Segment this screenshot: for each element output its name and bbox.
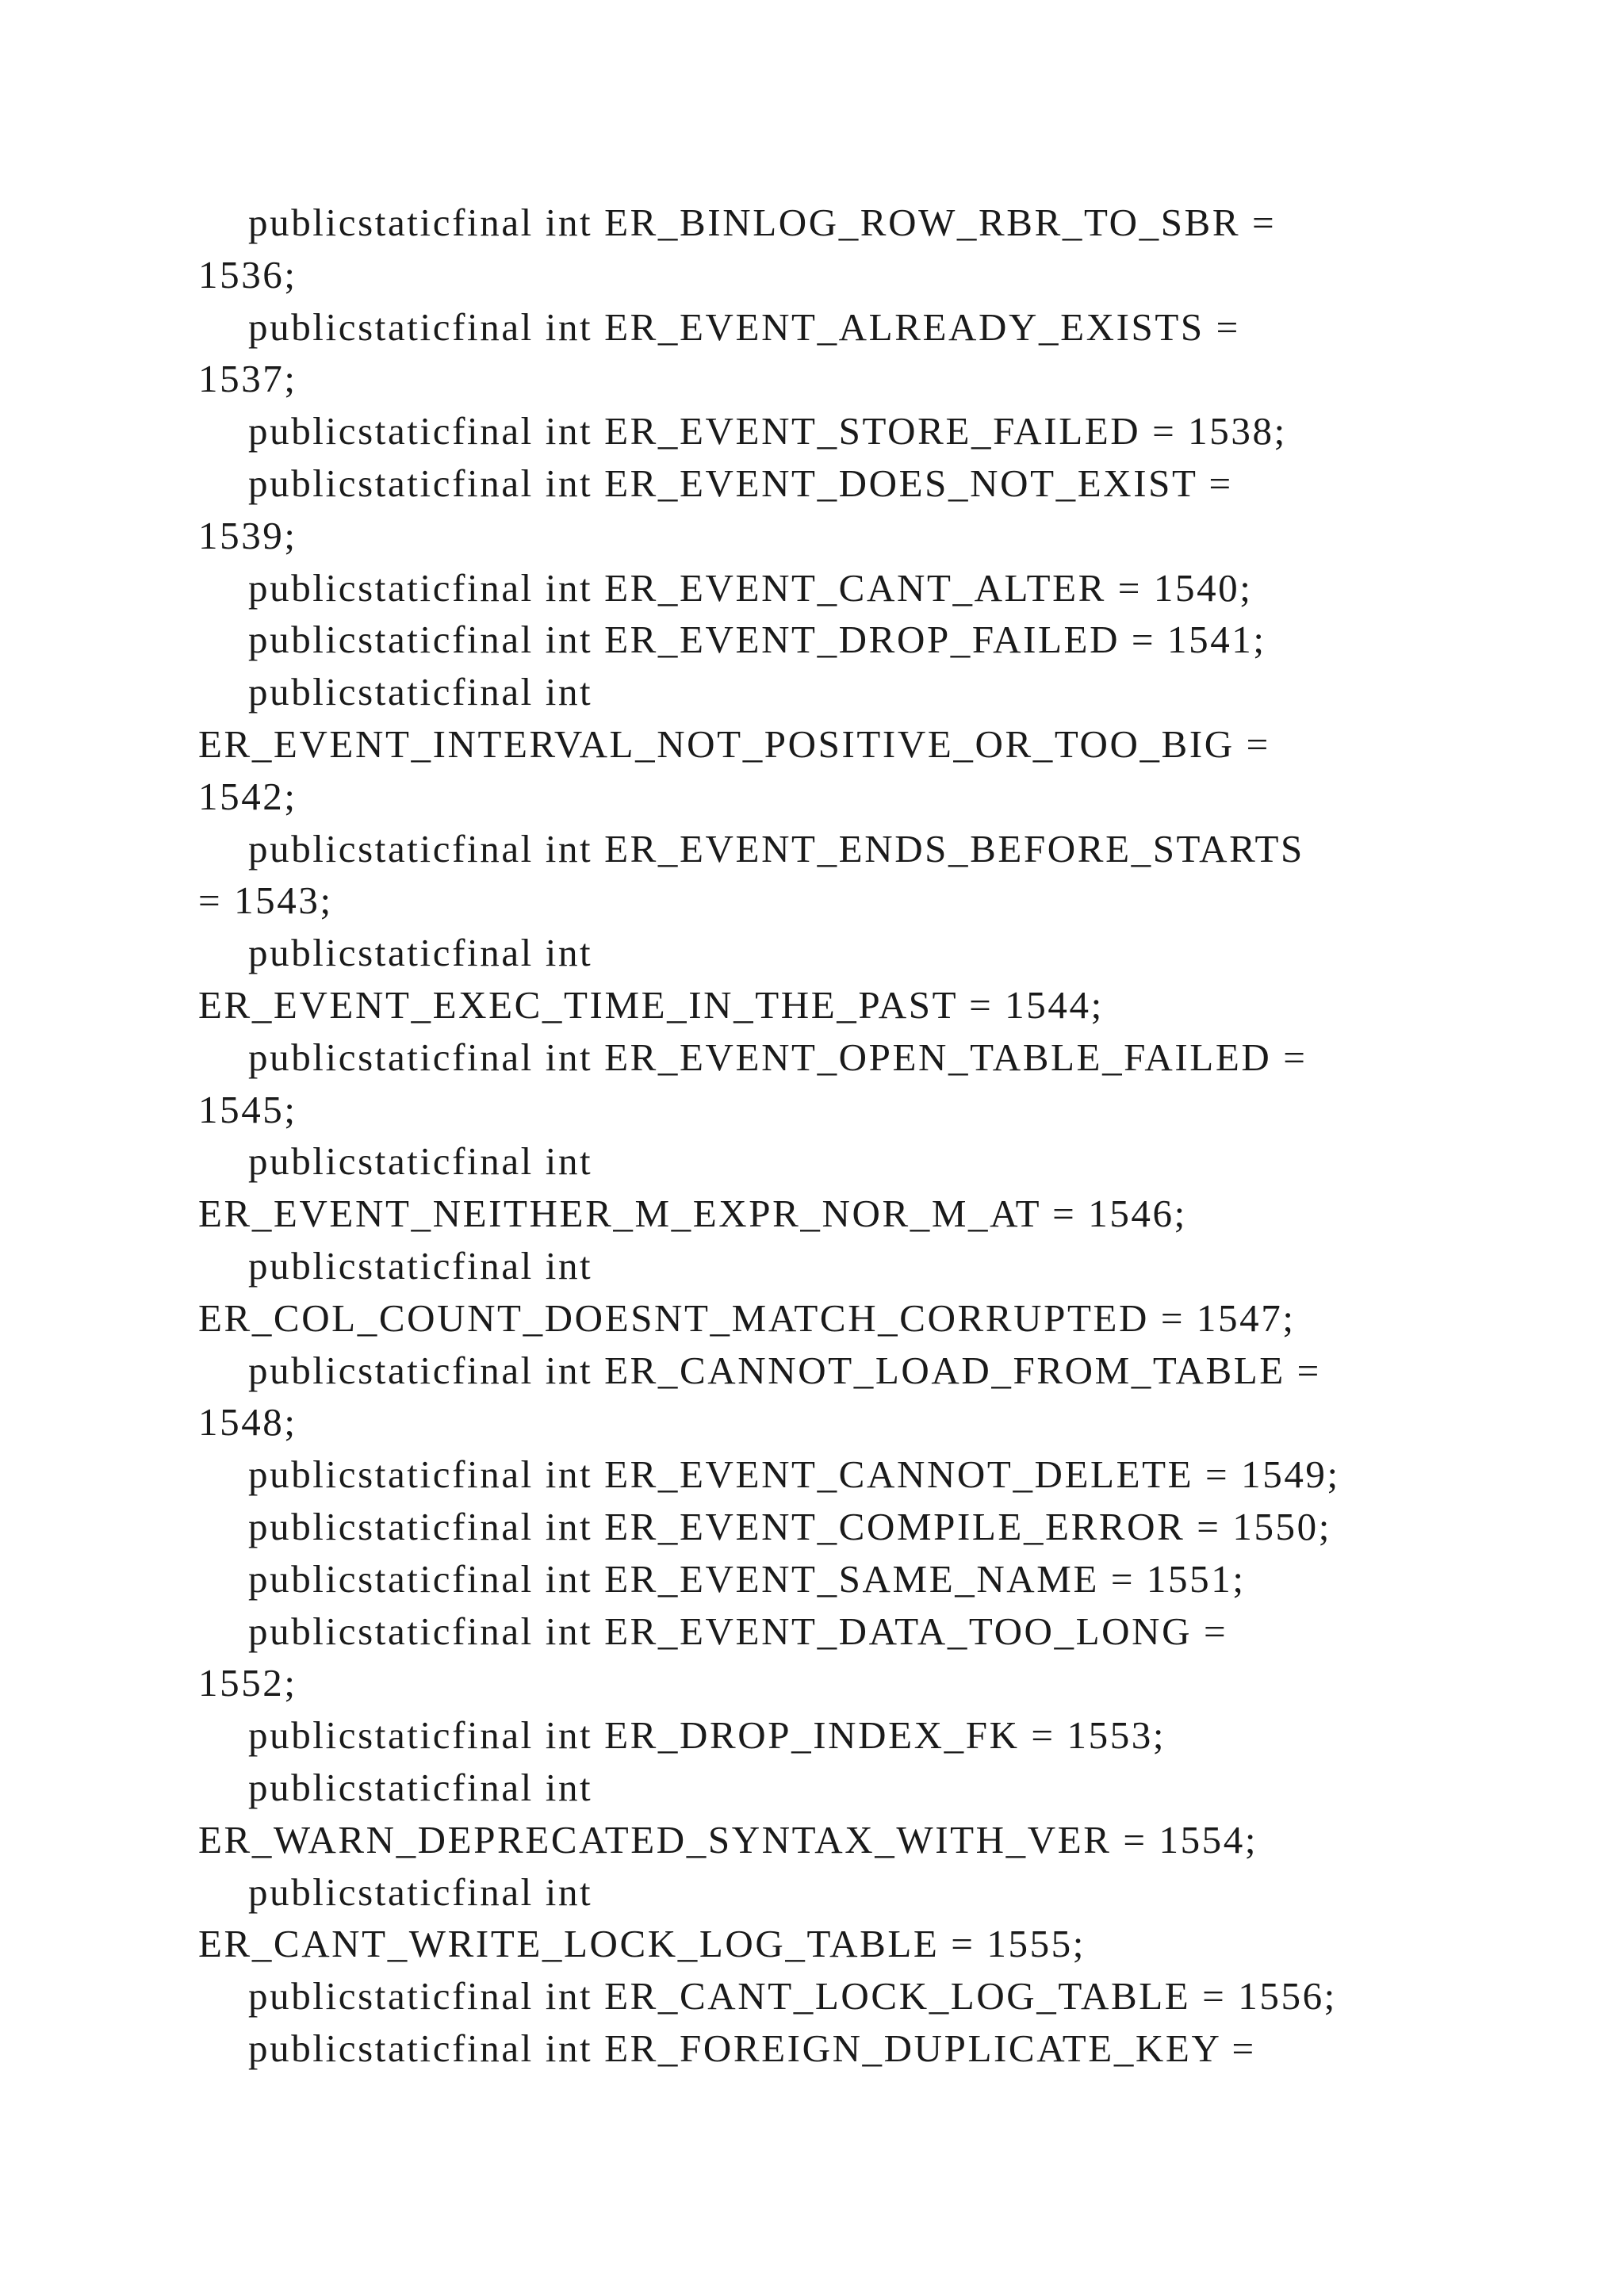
- text-line: ER_WARN_DEPRECATED_SYNTAX_WITH_VER = 1554;: [198, 1817, 1258, 1862]
- text-line: publicstaticfinal int ER_EVENT_SAME_NAME = 1551;: [248, 1556, 1246, 1601]
- text-line: ER_EVENT_NEITHER_M_EXPR_NOR_M_AT = 1546;: [198, 1192, 1187, 1236]
- text-line: publicstaticfinal int: [248, 1139, 593, 1184]
- text-line: publicstaticfinal int: [248, 1243, 593, 1288]
- text-line: publicstaticfinal int ER_CANT_LOCK_LOG_TABLE = 1556;: [248, 1974, 1337, 2019]
- text-line: ER_EVENT_EXEC_TIME_IN_THE_PAST = 1544;: [198, 982, 1104, 1027]
- text-line: publicstaticfinal int ER_BINLOG_ROW_RBR_TO_SBR =: [248, 201, 1277, 244]
- text-line: publicstaticfinal int ER_EVENT_CANNOT_DELETE = 1549;: [248, 1452, 1340, 1497]
- text-line: ER_CANT_WRITE_LOCK_LOG_TABLE = 1555;: [198, 1922, 1086, 1966]
- text-line: publicstaticfinal int: [248, 1765, 593, 1809]
- text-line: 1552;: [198, 1661, 297, 1705]
- text-line: publicstaticfinal int ER_EVENT_ENDS_BEFORE_STARTS: [248, 826, 1304, 871]
- text-line: publicstaticfinal int ER_CANNOT_LOAD_FROM_TABLE =: [248, 1348, 1321, 1392]
- text-line: publicstaticfinal int ER_EVENT_OPEN_TABLE_FAILED =: [248, 1035, 1308, 1079]
- text-line: = 1543;: [198, 878, 333, 923]
- text-line: 1537;: [198, 357, 297, 401]
- text-line: 1545;: [198, 1087, 297, 1131]
- text-line: publicstaticfinal int ER_FOREIGN_DUPLICATE_KEY =: [248, 2026, 1256, 2070]
- code-text-block: [198, 197, 1435, 2075]
- text-line: publicstaticfinal int ER_EVENT_ALREADY_EXISTS =: [248, 304, 1240, 349]
- text-line: publicstaticfinal int ER_EVENT_STORE_FAILED = 1538;: [248, 409, 1287, 453]
- text-line: publicstaticfinal int ER_EVENT_COMPILE_ERROR = 1550;: [248, 1504, 1331, 1548]
- text-line: ER_EVENT_INTERVAL_NOT_POSITIVE_OR_TOO_BIG =: [198, 721, 1270, 766]
- text-line: publicstaticfinal int ER_EVENT_DOES_NOT_EXIST =: [248, 461, 1233, 505]
- text-line: 1536;: [198, 252, 297, 297]
- text-line: publicstaticfinal int ER_DROP_INDEX_FK = 1553;: [248, 1713, 1166, 1758]
- text-line: 1542;: [198, 774, 297, 818]
- text-line: publicstaticfinal int ER_EVENT_CANT_ALTER = 1540;: [248, 565, 1253, 610]
- text-line: publicstaticfinal int ER_EVENT_DATA_TOO_LONG =: [248, 1609, 1228, 1653]
- text-line: publicstaticfinal int ER_EVENT_DROP_FAILED = 1541;: [248, 618, 1266, 662]
- text-line: publicstaticfinal int: [248, 931, 593, 975]
- text-line: ER_COL_COUNT_DOESNT_MATCH_CORRUPTED = 1547;: [198, 1295, 1296, 1340]
- text-line: 1548;: [198, 1400, 297, 1445]
- text-line: publicstaticfinal int: [248, 1869, 593, 1914]
- text-line: publicstaticfinal int: [248, 670, 593, 714]
- text-line: 1539;: [198, 513, 297, 557]
